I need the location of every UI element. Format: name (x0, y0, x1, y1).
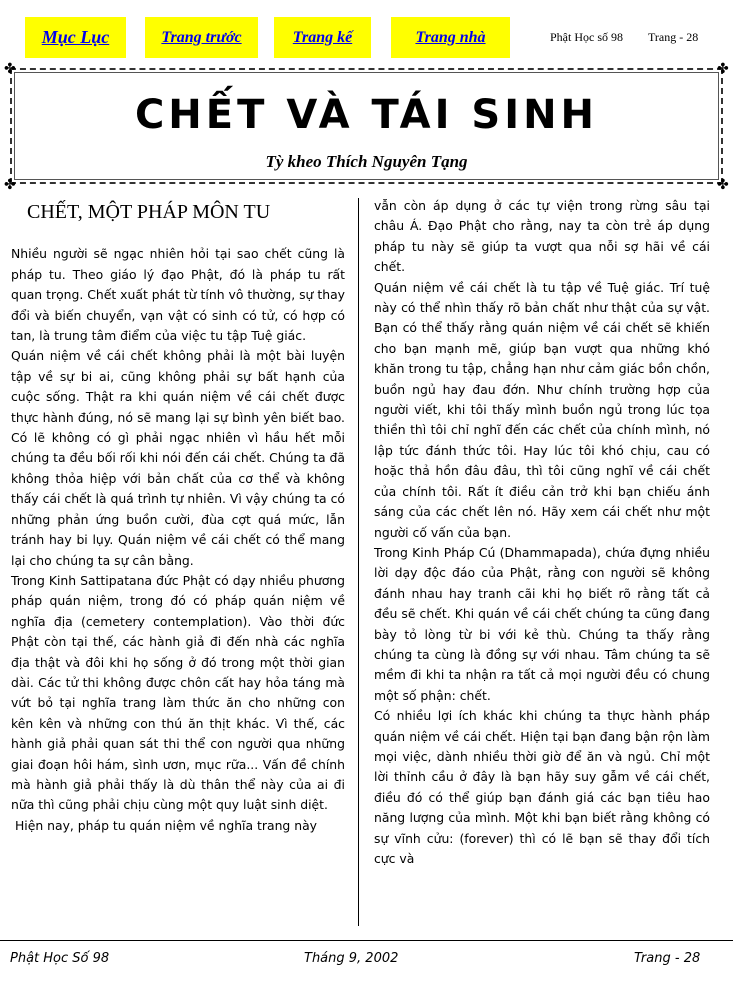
paragraph: Có nhiều lợi ích khác khi chúng ta thực hành pháp quán niệm về cái chết. Hiện tại bạn đang bận rộn làm mọi việc, dành nhiều thời giờ để ăn và ngủ. Chỉ một lời thỉnh cầu ở đây là bạn hãy suy gẫm về cái chết, điều đó có thể giúp bạn đánh giá các bạn tiêu hao năng lượng của mình. Một khi bạn biết rằng không có sự vĩnh cửu: (forever) thì có lẽ bạn sẽ thay đổi tích cực và (374, 708, 710, 866)
article-title: CHẾT VÀ TÁI SINH (134, 92, 599, 138)
footer-page-number: Trang - 28 (634, 951, 701, 966)
column-divider (358, 198, 359, 926)
footer-issue: Phật Học Số 98 (10, 951, 110, 966)
paragraph: Quán niệm về cái chết không phải là một bài luyện tập về sự bi ai, cũng không phải sự bất hạnh của cuộc sống. Thật ra khi quán niệm về cái chết được thực hành đúng, nó sẽ mang lại sự bình yên biết bao. Có lẽ không có gì phải ngạc nhiên vì hầu hết mỗi chúng ta đều bối rối khi nói đến cái chết. Chúng ta đã không thỏa hiệp với bản chất của cơ thể và không thấy cái chết là quá trình tự nhiên. Vì vậy chúng ta có những phản ứng buồn cười, đùa cợt quá mức, lẫn tránh hay bi lụy. Quán niệm về cái chết có thể mang lại cho chúng ta sự cân bằng. (11, 348, 345, 568)
corner-ornament-icon: ✤ (717, 60, 729, 76)
article-author: Tỳ kheo Thích Nguyên Tạng (265, 152, 468, 171)
header-page-number: Trang - 28 (648, 30, 699, 44)
footer-date: Tháng 9, 2002 (304, 951, 399, 966)
next-page-link[interactable]: Trang kế (274, 17, 371, 58)
right-column (374, 196, 710, 869)
home-page-link[interactable]: Trang nhà (391, 17, 510, 58)
corner-ornament-icon: ✤ (4, 176, 16, 192)
paragraph: vẫn còn áp dụng ở các tự viện trong rừng sâu tại châu Á. Đạo Phật cho rằng, nay ta còn trẻ áp dụng pháp tu này sẽ giúp ta vượt qua nỗi sợ hãi về cái chết. (374, 198, 710, 275)
corner-ornament-icon: ✤ (4, 60, 16, 76)
section-heading: CHẾT, MỘT PHÁP MÔN TU (27, 201, 271, 223)
header-issue: Phật Học số 98 (550, 30, 623, 44)
paragraph: Nhiều người sẽ ngạc nhiên hỏi tại sao chết cũng là pháp tu. Theo giáo lý đạo Phật, đó là pháp tu rất quan trọng. Chết xuất phát từ tính vô thường, sự thay đổi và biến chuyển, vạn vật có sinh có tử, có hợp có tan, là trung tâm điểm của việc tu tập Tuệ giác. (11, 246, 345, 344)
paragraph: Hiện nay, pháp tu quán niệm về nghĩa trang này (11, 817, 317, 833)
paragraph: Trong Kinh Pháp Cú (Dhammapada), chứa đựng nhiều lời dạy độc đáo của Phật, rằng con người sẽ không đánh nhau hay tranh cãi khi họ biết rõ rằng tất cả đều sẽ chết. Khi quán về cái chết chúng ta cũng đang bày tỏ lòng từ bi với kẻ thù. Chúng ta thấy rằng chúng ta cùng là đồng sự với nhau. Tâm chúng ta sẽ mềm đi khi ta nhận ra tất cả mọi người đều có chung một số phận: chết. (374, 544, 710, 703)
left-column (11, 200, 345, 836)
paragraph: Trong Kinh Sattipatana đức Phật có dạy nhiều phương pháp quán niệm, trong đó có pháp quán niệm về nghĩa địa (cemetery contemplation). Vào thời đức Phật còn tại thế, các hành giả đi đến nhà các nghĩa địa thật và đôi khi họ sống ở đó trong một thời gian dài. Các tử thi không được chôn cất hay hỏa táng mà vứt bỏ tại nghĩa trang làm thức ăn cho những con kên kên và những con thú ăn thịt khác. Vì thế, các hành giả phải quan sát thi thể con người qua những giai đoạn hôi hám, sình ươn, mục rữa... Vấn đề chính mà hành giả phải thấy là dù thân thể này của ai đi nữa thì cũng phải chịu cùng một quy luật sinh diệt. (11, 572, 345, 813)
contents-link[interactable]: Mục Lục (25, 17, 126, 58)
footer-divider (0, 940, 733, 941)
paragraph: Quán niệm về cái chết là tu tập về Tuệ giác. Trí tuệ này có thể nhìn thấy rõ bản chất như thật của sự vật. Bạn có thể thấy rằng quán niệm về cái chết sẽ khiến cho bạn mạnh mẽ, giúp bạn vượt qua những khó khăn trong tu tập, chẳng hạn như cảm giác bồn chồn, buồn ngủ hay đau đớn. Như chính trường hợp của người viết, khi tôi thấy mình buồn ngủ trong lúc tọa thiền thì tôi chỉ nghĩ đến các chết của chính mình, nó lập tức đánh thức tôi. Hay lúc tôi khó chịu, cau có hoặc thả hồn đâu đâu, thì tôi cũng nghĩ về cái chết của chính tôi. Rất ít điều cản trở khi bạn chiếu ánh sáng của các chết lên nó. Hãy xem cái chết như một người cố vấn của bạn. (374, 279, 710, 540)
title-banner (4, 62, 729, 190)
corner-ornament-icon: ✤ (717, 176, 729, 192)
previous-page-link[interactable]: Trang trước (145, 17, 258, 58)
